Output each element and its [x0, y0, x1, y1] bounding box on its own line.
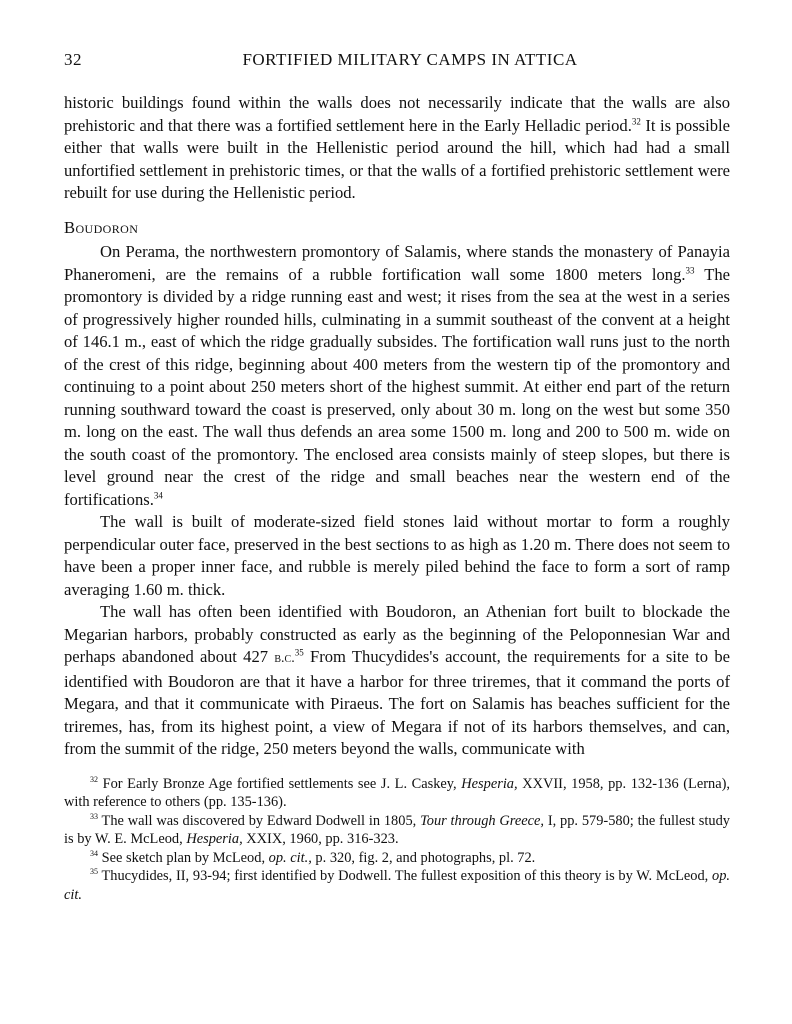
footnote-33 — [64, 812, 730, 849]
footnote-number: 34 — [90, 849, 98, 859]
paragraph-text: From Thucydides's account, the requirements for a site to be identified with Boudoron are that it have a harbor for three triremes, that it command the ports of Megara, and that it communicate with Piraeus. The fort on Salamis has beaches sufficient for the triremes, has, from its highest point, a view of Megara if not of its harbors themselves, and can, from the summit of the ridge, 250 meters beyond the walls, communicate with — [64, 647, 730, 758]
footnote-italic: op. cit. — [64, 868, 730, 904]
footnote-text: XXVII, 1958, pp. 132-136 (Lerna), with reference to others (pp. 135-136). — [64, 775, 730, 811]
running-title: FORTIFIED MILITARY CAMPS IN ATTICA — [242, 50, 578, 69]
running-head — [64, 50, 730, 74]
footnote-text: I, pp. 579-580; the fullest study is by W. E. McLeod, — [64, 812, 730, 848]
footnote-text: Thucydides, II, 93-94; first identified by Dodwell. The fullest exposition of this theory is by W. McLeod, — [98, 868, 712, 885]
footnote-number: 35 — [90, 867, 98, 877]
footnote-ref-35[interactable]: 35 — [294, 647, 304, 658]
paragraph-text: The wall is built of moderate-sized field stones laid without mortar to form a roughly perpendicular outer face, preserved in the best sections to as high as 1.20 m. There does not seem to have been a proper inner face, and rubble is merely piled behind the face to form a sort of ramp averaging 1.60 m. thick. — [64, 512, 730, 599]
footnotes — [64, 775, 730, 905]
footnote-number: 32 — [90, 774, 98, 784]
page-number: 32 — [64, 50, 82, 69]
paragraph-text: historic buildings found within the walls does not necessarily indicate that the walls are also prehistoric and that there was a fortified settlement here in the Early Helladic period. — [64, 93, 730, 135]
page — [64, 50, 730, 905]
footnote-text: XXIX, 1960, pp. 316-323. — [242, 831, 399, 848]
footnote-text: See sketch plan by McLeod, — [98, 849, 269, 866]
footnote-32 — [64, 775, 730, 812]
paragraph-text: The promontory is divided by a ridge running east and west; it rises from the sea at the west in a series of progressively higher rounded hills, culminating in a summit southeast of the convent at a height of 146.1 m., east of which the ridge gradually subsides. The fortification wall runs just to the north of the crest of this ridge, beginning about 400 meters from the western tip of the promontory and continuing to a point about 250 meters short of the highest summit. At either end part of the return running southward toward the coast is preserved, only about 30 m. long on the west but some 350 m. long on the east. The wall thus defends an area some 1500 m. long and 200 to 500 m. wide on the south coast of the promontory. The enclosed area consists mainly of steep slopes, but there is level ground near the crest of the ridge and small beaches near the western end of the fortifications. — [64, 264, 730, 509]
footnote-number: 33 — [90, 811, 98, 821]
paragraph-text: The wall has often been identified with Boudoron, an Athenian fort built to blockade the Megarian harbors, probably constructed as early as the beginning of the Peloponnesian War and perhaps abandoned about 427 — [64, 602, 730, 666]
paragraph-continued — [64, 92, 730, 205]
footnote-italic: Tour through Greece, — [420, 812, 545, 829]
footnote-34 — [64, 849, 730, 868]
paragraph-text: It is possible either that walls were built in the Hellenistic period around the hill, which had had a small unfortified settlement in prehistoric times, or that the walls of a fortified prehistoric settlement were rebuilt for use during the Hellenistic period. — [64, 115, 731, 202]
footnote-italic: op. cit., — [268, 849, 312, 866]
footnote-ref-32[interactable]: 32 — [631, 115, 641, 126]
paragraph-text: On Perama, the northwestern promontory of Salamis, where stands the monastery of Panayia Phaneromeni, are the remains of a rubble fortification wall some 1800 meters long. — [64, 242, 730, 284]
footnote-italic: Hesperia, — [186, 831, 243, 848]
footnote-text: p. 320, fig. 2, and photographs, pl. 72. — [311, 849, 536, 866]
footnote-35 — [64, 867, 730, 904]
footnote-text: For Early Bronze Age fortified settlements see J. L. Caskey, — [98, 775, 462, 792]
paragraph-wall-construction — [64, 511, 730, 601]
footnote-italic: Hesperia, — [461, 775, 518, 792]
era-abbreviation: b.c. — [274, 651, 295, 666]
paragraph-identification — [64, 601, 730, 761]
footnote-text: The wall was discovered by Edward Dodwell in 1805, — [98, 812, 421, 829]
body-text — [64, 92, 730, 761]
section-heading-boudoron: Boudoron — [64, 217, 139, 237]
footnote-ref-34[interactable]: 34 — [153, 489, 163, 500]
footnote-ref-33[interactable]: 33 — [685, 264, 695, 275]
paragraph-perama — [64, 241, 730, 511]
